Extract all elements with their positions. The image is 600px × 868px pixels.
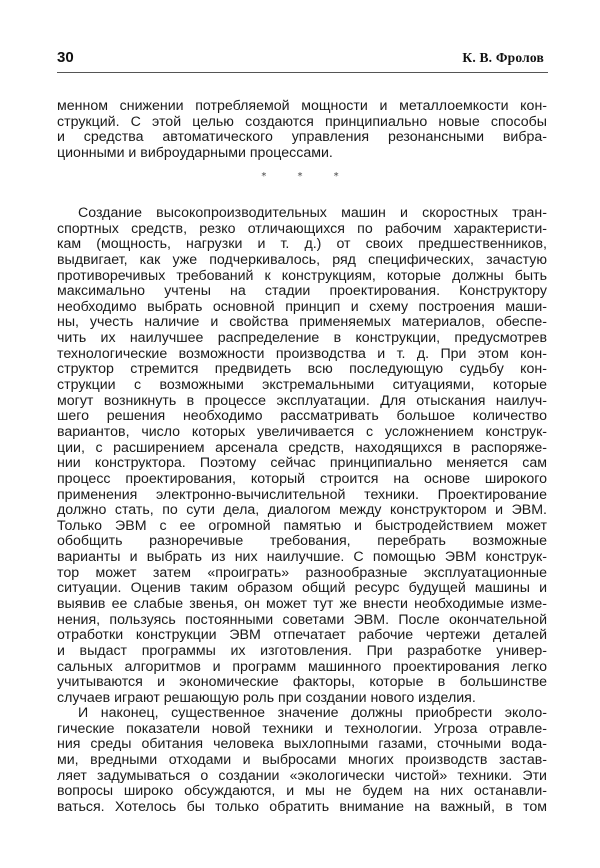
text-line: спортных средств, резко отличающихся по рабочим характеристи- [57,221,547,237]
text-line: выявив ее слабые звенья, он может тут же внести необходимые изме- [57,597,547,613]
text-line: Только ЭВМ с ее огромной памятью и быстродействием может [57,518,547,534]
text-line: нения, пользуясь постоянными советами ЭВМ. После окончательной [57,612,547,628]
text-line: могут возникнуть в процессе эксплуатации. Для отыскания наилуч- [57,393,547,409]
text-line: И наконец, существенное значение должны приобрести эколо- [78,706,547,721]
text-line: ны, учесть наличие и свойства применяемых материалов, обеспе- [57,315,547,331]
text-line: вопросы широко обсуждаются, и мы не будем на них останавли- [57,784,547,800]
text-line: случаев играют решающую роль при создании нового изделия. [57,690,476,706]
page-number: 30 [57,49,74,66]
text-line: и выдаст программы их изготовления. При разработке универ- [57,643,547,659]
text-line: должно стать, по сути дела, диалогом между конструктором и ЭВМ. [57,503,547,519]
page-header [57,47,548,73]
text-line: кам (мощность, нагрузки и т. д.) от своих предшественников, [57,237,547,253]
text-line: и средства автоматического управления резонансными вибра- [57,130,547,146]
text-line: противоречивых требований к конструкциям, которые должны быть [57,268,547,284]
text-line: процесс проектирования, который строится на основе широкого [57,471,547,487]
text-line: сальных алгоритмов и программ машинного проектирования легко [57,659,547,675]
text-line: обобщить разноречивые требования, перебрать возможные [57,534,547,550]
text-line: отработки конструкции ЭВМ отпечатает рабочие чертежи деталей [57,628,547,644]
text-line: ции, с расширением арсенала средств, находящихся в распоряже- [57,440,547,456]
text-line: менном снижении потребляемой мощности и металлоемкости кон- [57,99,547,114]
text-line: максимально учтены на стадии проектирования. Конструктору [57,284,547,300]
text-line: ляет задумываться о создании «экологически чистой» техники. Эти [57,768,547,784]
paragraph-1 [57,99,547,162]
text-line: ситуации. Оценив таким образом общий ресурс будущей машины и [57,581,547,597]
text-line: нии конструктора. Поэтому сейчас принципиально меняется сам [57,456,547,472]
paragraph-3 [57,706,547,815]
text-line: ния среды обитания человека выхлопными газами, сточными вода- [57,737,547,753]
text-line: выдвигает, как уже подчеркивалось, ряд специфических, зачастую [57,252,547,268]
text-line: варианты и выбрать из них наилучшие. С помощью ЭВМ конструк- [57,550,547,566]
text-line: чить их наилучшее распределение в конструкции, предусмотрев [57,331,547,347]
text-line: ми, вредными отходами и выбросами многих производств застав- [57,752,547,768]
text-line: ционными и виброударными процессами. [57,145,333,161]
text-line: вариантов, число которых увеличивается с усложнением конструк- [57,424,547,440]
text-line: необходимо выбрать основной принцип и схему построения маши- [57,299,547,315]
running-head-author: К. В. Фролов [462,50,544,65]
text-line: Создание высокопроизводительных машин и скоростных тран- [78,206,547,221]
text-line: струкции с возможными экстремальными ситуациями, которые [57,378,547,394]
section-separator-asterisks: * * * [261,171,353,182]
paragraph-2 [57,206,547,707]
text-line: шего решения необходимо рассматривать большое количество [57,409,547,425]
text-line: технологические возможности производства и т. д. При этом кон- [57,346,547,362]
text-line: применения электронно-вычислительной техники. Проектирование [57,487,547,503]
text-line: тор может затем «проиграть» разнообразные эксплуатационные [57,565,547,581]
text-line: ваться. Хотелось бы только обратить внимание на важный, в том [57,799,547,815]
text-line: учитываются и экономические факторы, которые в большинстве [57,675,547,691]
text-line: гические показатели новой техники и технологии. Угроза отравле- [57,721,547,737]
text-line: струкций. С этой целью создаются принципиально новые способы [57,114,547,130]
text-line: структор стремится предвидеть всю последующую судьбу кон- [57,362,547,378]
